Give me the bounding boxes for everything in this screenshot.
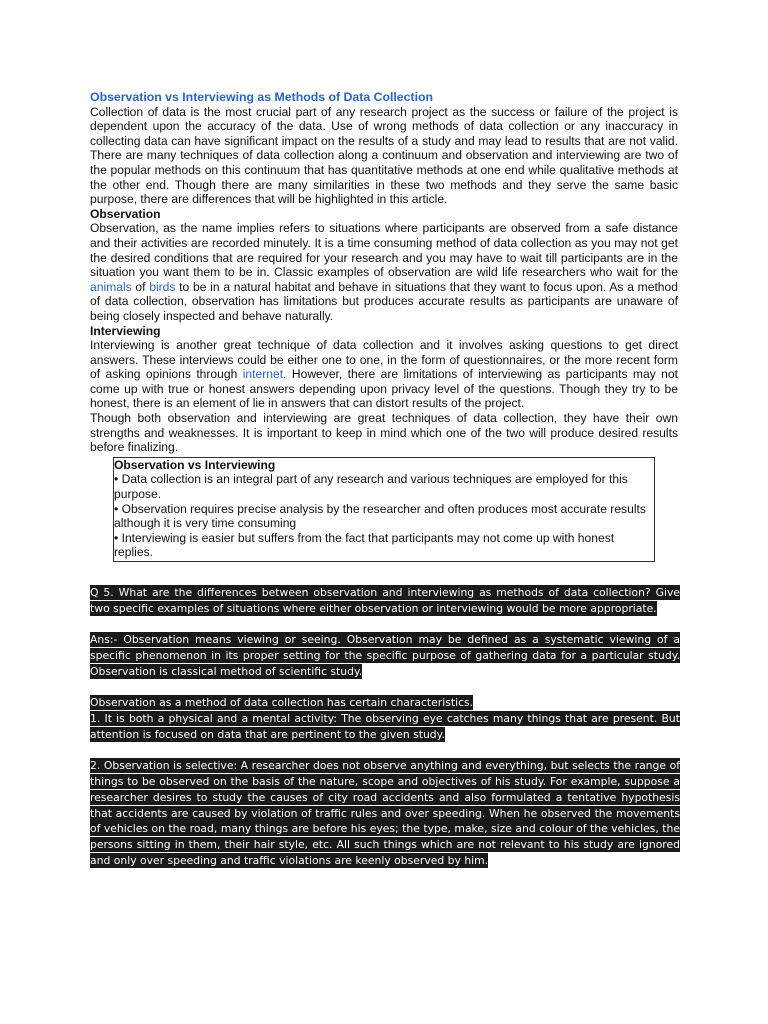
observation-text-2: of — [131, 279, 150, 294]
answer-highlight: Ans:- Observation means viewing or seeing. Observation may be defined as a systematic viewing of a specific phenomenon in its proper setting for the specific purpose of gathering data for a particular study. Observation is classical method of scientific study. — [90, 633, 680, 678]
question-answer-section — [90, 585, 682, 869]
point-1-highlight: 1. It is both a physical and a mental activity: The observing eye catches many things that are present. But attention is focused on data that are pertinent to the given study. — [90, 711, 680, 741]
observation-text-1: Observation, as the name implies refers to situations where participants are observed from a safe distance and their activities are recorded minutely. It is a time consuming method of data collection as you may not get the desired conditions that are required for your research and you may have to wait till participants are in the situation you want them to be in. Classic examples of observation are wild life researchers who wait for the — [90, 221, 678, 280]
point-1 — [90, 711, 680, 743]
summary-box — [113, 457, 655, 562]
conclusion-paragraph: Though both observation and interviewing are great techniques of data collection, they have their own strengths and weaknesses. It is important to keep in mind which one of the two will produce desired results before finalizing. — [90, 411, 678, 455]
observation-paragraph — [90, 221, 678, 323]
article — [90, 88, 678, 562]
observation-heading: Observation — [90, 206, 161, 221]
article-title: Observation vs Interviewing as Methods of Data Collection — [90, 90, 434, 104]
intro-paragraph: Collection of data is the most crucial part of any research project as the success or failure of the project is dependent upon the accuracy of the data. Use of wrong methods of data collection or any inaccuracy in collecting data can have significant impact on the results of a study and may lead to results that are not valid. There are many techniques of data collection along a continuum and observation and interviewing are two of the popular methods on this continuum that has quantitative methods at one end while qualitative methods at the other end. Though there are many similarities in these two methods and they serve the same basic purpose, there are differences that will be highlighted in this article. — [90, 104, 678, 207]
interviewing-paragraph — [90, 338, 678, 411]
interviewing-heading: Interviewing — [90, 323, 161, 338]
question-highlight: Q 5. What are the differences between observation and interviewing as methods of data collection? Give two specific examples of situations where either observation or interviewing would be more appropriate. — [90, 586, 680, 615]
characteristics-intro — [90, 695, 680, 711]
internet-link[interactable]: internet — [242, 367, 284, 382]
answer-text — [90, 632, 680, 679]
summary-item: • Data collection is an integral part of any research and various techniques are employed for this purpose. — [114, 472, 628, 502]
question-text — [90, 585, 680, 617]
summary-item: • Observation requires precise analysis by the researcher and often produces most accurate results although it is very time consuming — [114, 501, 646, 531]
characteristics-intro-highlight: Observation as a method of data collection has certain characteristics. — [90, 696, 474, 710]
summary-item: • Interviewing is easier but suffers from the fact that participants may not come up with honest replies. — [114, 530, 615, 560]
interviewing-text-1: Interviewing is another great technique of data collection and it involves asking questions to get direct answers. These interviews could be either one to one, in the form of questionnaires, or the more recent form of asking opinions through — [90, 338, 678, 382]
animals-link[interactable]: animals — [90, 279, 132, 294]
point-2-highlight: 2. Observation is selective: A researcher does not observe anything and everything, but selects the range of things to be observed on the basis of the nature, scope and objectives of his study. For example, suppose a researcher desires to study the causes of city road accidents and also formulated a tentative hypothesis that accidents are caused by violation of traffic rules and over speeding. When he observed the movements of vehicles on the road, many things are before his eyes; the type, make, size and colour of the vehicles, the persons sitting in them, their hair style, etc. All such things which are not relevant to his study are ignored and only over speeding and traffic violations are keenly observed by him. — [90, 759, 680, 867]
point-2 — [90, 758, 680, 869]
interviewing-text-2: . However, there are limitations of interviewing as participants may not come up with true or honest answers depending upon privacy level of the questions. Though they try to be honest, there is an element of lie in answers that can distort results of the project. — [90, 367, 678, 411]
birds-link[interactable]: birds — [149, 279, 176, 294]
observation-text-3: to be in a natural habitat and behave in situations that they want to focus upon. As a method of data collection, observation has limitations but produces accurate results as participants are unaware of being closely inspected and behave naturally. — [90, 279, 678, 323]
summary-heading: Observation vs Interviewing — [114, 457, 276, 472]
